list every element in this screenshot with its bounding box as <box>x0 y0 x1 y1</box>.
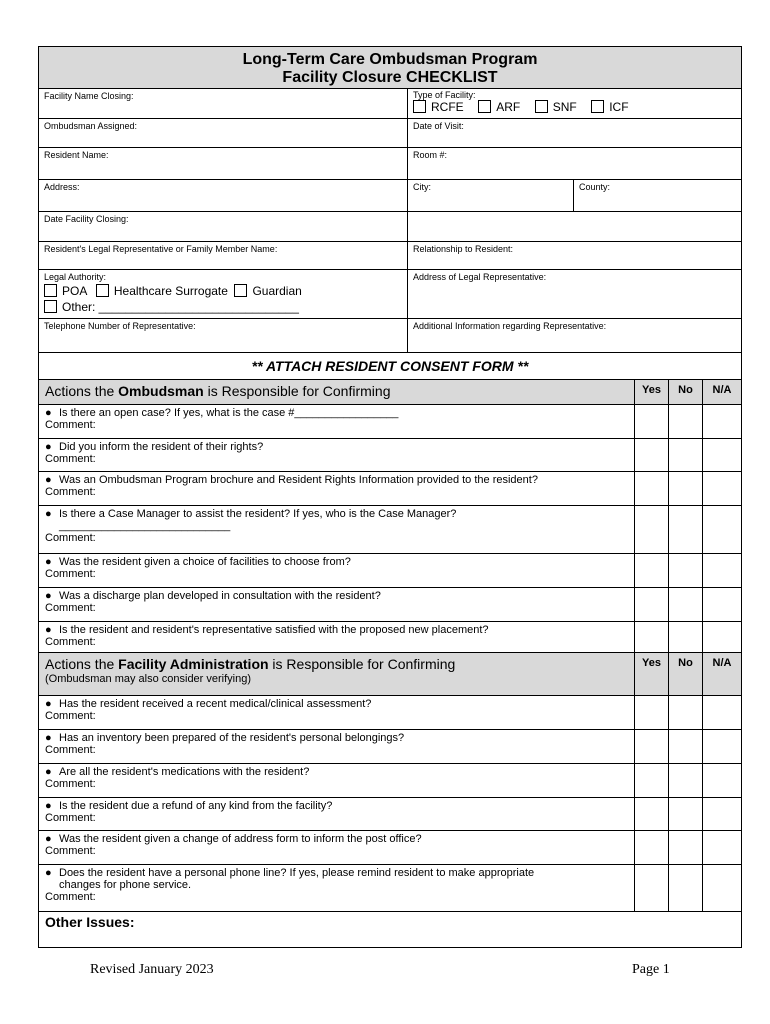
phone-rep-field[interactable]: Telephone Number of Representative: <box>39 319 408 352</box>
no-checkbox-cell[interactable] <box>669 588 703 621</box>
no-checkbox-cell[interactable] <box>669 696 703 729</box>
yes-checkbox-cell[interactable] <box>635 730 669 763</box>
consent-banner: ** ATTACH RESIDENT CONSENT FORM ** <box>39 353 741 380</box>
comment-label: Comment: <box>45 602 96 614</box>
resident-name-field[interactable]: Resident Name: <box>39 148 408 179</box>
no-checkbox-cell[interactable] <box>669 506 703 553</box>
comment-label: Comment: <box>45 778 96 790</box>
city-field[interactable]: City: <box>408 180 574 211</box>
comment-label: Comment: <box>45 568 96 580</box>
comment-label: Comment: <box>45 453 96 465</box>
checklist-item: ● Did you inform the resident of their rights? Comment: <box>39 439 741 472</box>
address-rep-field[interactable]: Address of Legal Representative: <box>413 272 547 282</box>
guardian-checkbox[interactable] <box>234 284 247 297</box>
checklist-item: ● Was an Ombudsman Program brochure and Resident Rights Information provided to the resident? Comment: <box>39 472 741 506</box>
yes-checkbox-cell[interactable] <box>635 405 669 438</box>
legal-authority-field: Legal Authority: POA Healthcare Surrogate Guardian Other: ______________________________ <box>39 270 408 318</box>
icf-checkbox[interactable] <box>591 100 604 113</box>
comment-label: Comment: <box>45 812 96 824</box>
comment-label: Comment: <box>45 636 96 648</box>
comment-label: Comment: <box>45 845 96 857</box>
section2-header: Actions the Facility Administration is Responsible for Confirming (Ombudsman may also consider verifying) Yes No N/A <box>39 653 741 696</box>
no-checkbox-cell[interactable] <box>669 439 703 471</box>
comment-label: Comment: <box>45 891 96 903</box>
checklist-item: ● Was a discharge plan developed in consultation with the resident? Comment: <box>39 588 741 622</box>
na-checkbox-cell[interactable] <box>703 554 741 587</box>
title-line2: Facility Closure CHECKLIST <box>282 69 498 86</box>
yes-checkbox-cell[interactable] <box>635 865 669 911</box>
checklist-item: ● Is there an open case? If yes, what is the case #_________________ Comment: <box>39 405 741 439</box>
no-checkbox-cell[interactable] <box>669 472 703 505</box>
ombudsman-field[interactable]: Ombudsman Assigned: <box>39 119 408 147</box>
county-field[interactable]: County: <box>579 182 611 192</box>
other-issues: Other Issues: <box>45 914 135 930</box>
additional-info-field[interactable]: Additional Information regarding Representative: <box>413 321 607 331</box>
date-visit-field[interactable]: Date of Visit: <box>413 121 464 131</box>
na-checkbox-cell[interactable] <box>703 622 741 652</box>
yes-checkbox-cell[interactable] <box>635 588 669 621</box>
checklist-item: ● Was the resident given a change of address form to inform the post office? Comment: <box>39 831 741 865</box>
checklist-item: ● Is the resident and resident's representative satisfied with the proposed new placement? Comment: <box>39 622 741 653</box>
na-checkbox-cell[interactable] <box>703 472 741 505</box>
surrogate-checkbox[interactable] <box>96 284 109 297</box>
checklist-item: ● Does the resident have a personal phone line? If yes, please remind resident to make appropriate changes for phone service. Comment: <box>39 865 741 912</box>
no-checkbox-cell[interactable] <box>669 554 703 587</box>
poa-checkbox[interactable] <box>44 284 57 297</box>
na-checkbox-cell[interactable] <box>703 696 741 729</box>
comment-label: Comment: <box>45 419 96 431</box>
yes-checkbox-cell[interactable] <box>635 764 669 797</box>
relationship-field[interactable]: Relationship to Resident: <box>413 244 514 254</box>
checklist-item: ● Has an inventory been prepared of the resident's personal belongings? Comment: <box>39 730 741 764</box>
comment-label: Comment: <box>45 532 96 544</box>
checklist-item: ● Is there a Case Manager to assist the resident? If yes, who is the Case Manager? ____________________________ Comment: <box>39 506 741 554</box>
comment-label: Comment: <box>45 710 96 722</box>
form-title <box>39 47 741 89</box>
na-checkbox-cell[interactable] <box>703 730 741 763</box>
facility-type-field: Type of Facility: RCFE ARF SNF ICF <box>413 90 629 114</box>
footer-revised: Revised January 2023 <box>90 962 214 977</box>
section1-header: Actions the Ombudsman is Responsible for Confirming Yes No N/A <box>39 380 741 405</box>
na-checkbox-cell[interactable] <box>703 798 741 830</box>
no-checkbox-cell[interactable] <box>669 405 703 438</box>
yes-checkbox-cell[interactable] <box>635 439 669 471</box>
other-checkbox[interactable] <box>44 300 57 313</box>
no-checkbox-cell[interactable] <box>669 622 703 652</box>
rcfe-checkbox[interactable] <box>413 100 426 113</box>
comment-label: Comment: <box>45 744 96 756</box>
snf-checkbox[interactable] <box>535 100 548 113</box>
address-field[interactable]: Address: <box>39 180 408 211</box>
na-checkbox-cell[interactable] <box>703 764 741 797</box>
na-checkbox-cell[interactable] <box>703 588 741 621</box>
yes-checkbox-cell[interactable] <box>635 506 669 553</box>
yes-checkbox-cell[interactable] <box>635 831 669 864</box>
na-checkbox-cell[interactable] <box>703 865 741 911</box>
title-line1: Long-Term Care Ombudsman Program <box>242 51 538 68</box>
na-checkbox-cell[interactable] <box>703 405 741 438</box>
yes-checkbox-cell[interactable] <box>635 554 669 587</box>
no-checkbox-cell[interactable] <box>669 865 703 911</box>
arf-checkbox[interactable] <box>478 100 491 113</box>
checklist-item: ● Has the resident received a recent medical/clinical assessment? Comment: <box>39 696 741 730</box>
comment-label: Comment: <box>45 486 96 498</box>
no-checkbox-cell[interactable] <box>669 730 703 763</box>
no-checkbox-cell[interactable] <box>669 798 703 830</box>
facility-name-field[interactable]: Facility Name Closing: <box>39 89 408 118</box>
checklist-item: ● Are all the resident's medications with the resident? Comment: <box>39 764 741 798</box>
no-checkbox-cell[interactable] <box>669 764 703 797</box>
no-checkbox-cell[interactable] <box>669 831 703 864</box>
na-checkbox-cell[interactable] <box>703 439 741 471</box>
footer-page: Page 1 <box>632 962 670 977</box>
checklist-item: ● Was the resident given a choice of facilities to choose from? Comment: <box>39 554 741 588</box>
room-field[interactable]: Room #: <box>413 150 448 160</box>
yes-checkbox-cell[interactable] <box>635 696 669 729</box>
checklist-form <box>38 46 742 948</box>
na-checkbox-cell[interactable] <box>703 831 741 864</box>
checklist-item: ● Is the resident due a refund of any kind from the facility? Comment: <box>39 798 741 831</box>
yes-checkbox-cell[interactable] <box>635 622 669 652</box>
yes-checkbox-cell[interactable] <box>635 472 669 505</box>
yes-checkbox-cell[interactable] <box>635 798 669 830</box>
na-checkbox-cell[interactable] <box>703 506 741 553</box>
date-closing-field[interactable]: Date Facility Closing: <box>39 212 408 241</box>
legal-rep-field[interactable]: Resident's Legal Representative or Family Member Name: <box>39 242 408 269</box>
